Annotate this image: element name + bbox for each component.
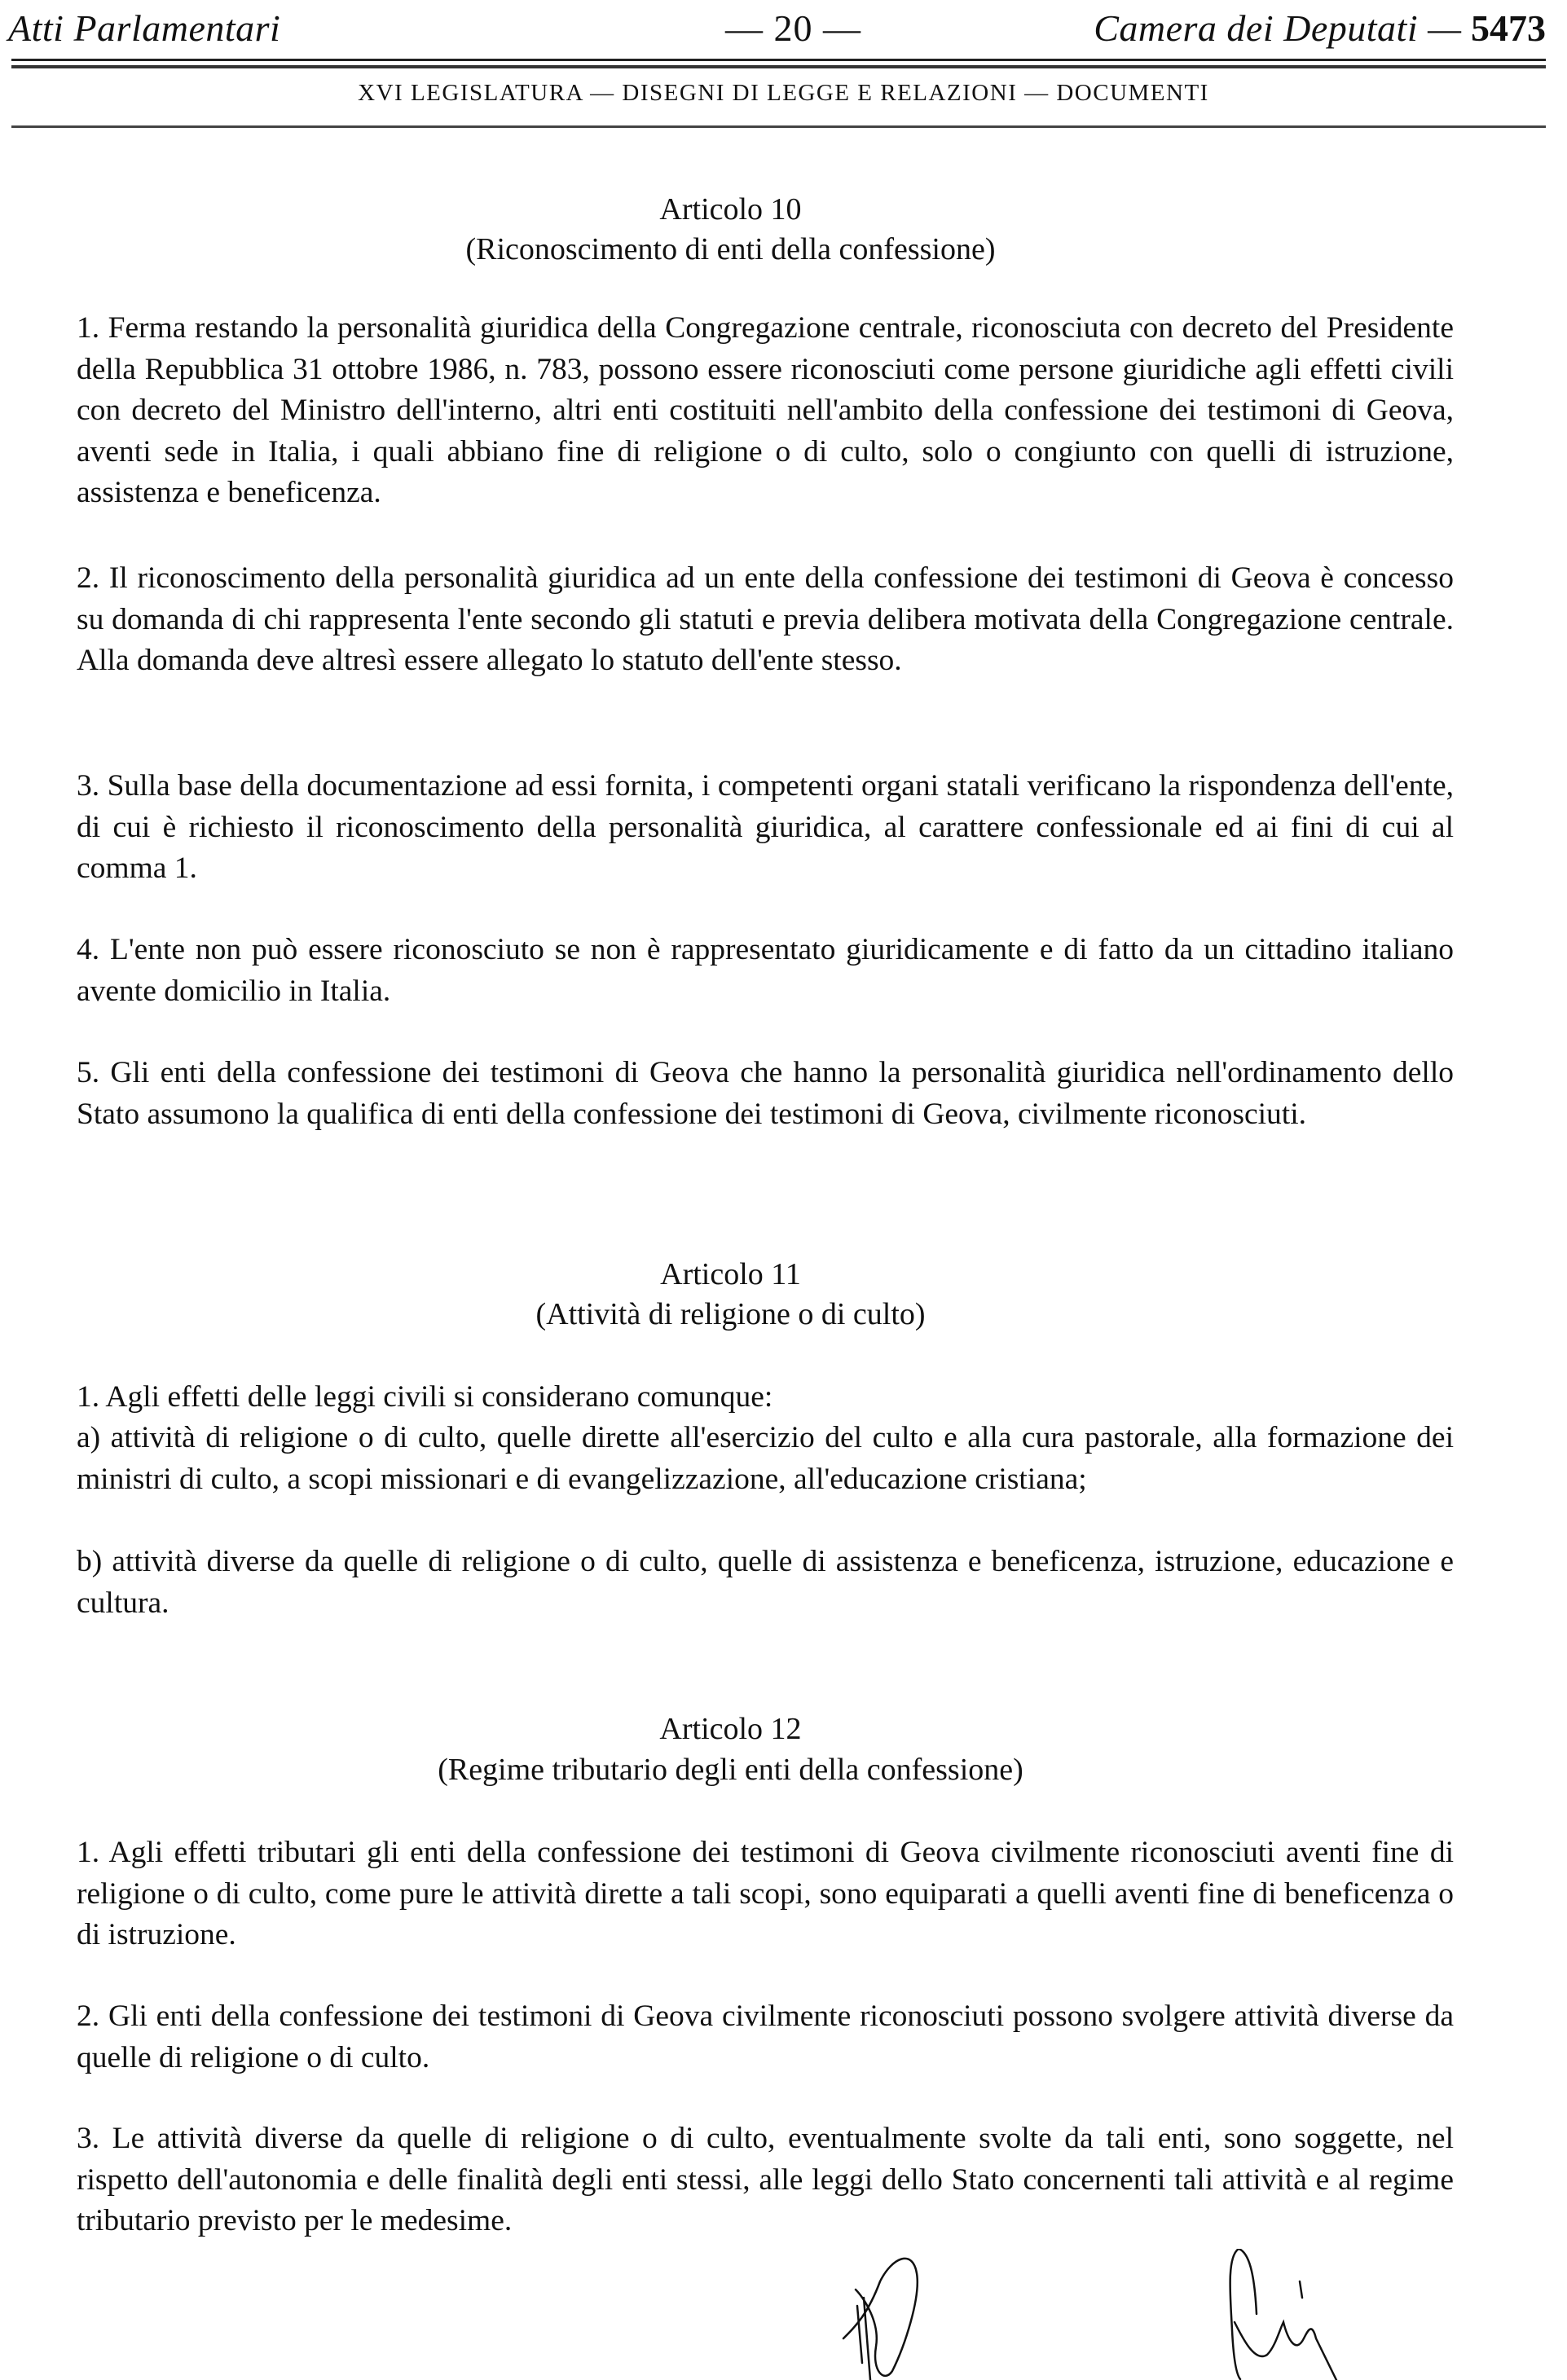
article-10-paragraph-5: 5. Gli enti della confessione dei testimoni di Geova che hanno la personalità giuridica nell'ordinamento dello Stato assumono la qualifica di enti della confessione dei testimoni di Geova, civilmente riconosciuti. (77, 1056, 1454, 1131)
header-rule-double (11, 65, 1546, 68)
chamber-name: Camera dei Deputati — (1094, 7, 1462, 49)
article-10-title: Articolo 10 (659, 192, 802, 227)
article-10-paragraph-1: 1. Ferma restando la personalità giuridica della Congregazione centrale, riconosciuta con decreto del Presidente della Repubblica 31 ottobre 1986, n. 783, possono essere riconosciuti come persone giuridiche agli effetti civili con decreto del Ministro dell'interno, altri enti costituiti nell'ambito della confessione dei testimoni di Geova, aventi sede in Italia, i quali abbiano fine di religione o di culto, solo o congiunto con quelli di istruzione, assistenza e beneficenza. (77, 311, 1454, 510)
article-12-paragraph-2: 2. Gli enti della confessione dei testimoni di Geova civilmente riconosciuti possono svolgere attività diverse da quelle di religione o di culto. (77, 1999, 1454, 2074)
article-12-title: Articolo 12 (659, 1712, 802, 1746)
article-11-item-a: a) attività di religione o di culto, quelle dirette all'esercizio del culto e alla cura pastorale, alla formazione dei ministri di culto, a scopi missionari e di evangelizzazione, all'educazione cristiana; (77, 1421, 1454, 1496)
article-12-subtitle: (Regime tributario degli enti della confessione) (438, 1753, 1023, 1787)
chamber-label (1094, 7, 1546, 50)
article-10-paragraph-2: 2. Il riconoscimento della personalità giuridica ad un ente della confessione dei testimoni di Geova è concesso su domanda di chi rappresenta l'ente secondo gli statuti e previa delibera motivata della Congregazione centrale. Alla domanda deve altresì essere allegato lo statuto dell'ente stesso. (77, 561, 1454, 678)
header-rule-bottom (11, 125, 1546, 128)
page-number: — 20 — (725, 7, 861, 49)
document-number: 5473 (1471, 7, 1546, 49)
article-11-title: Articolo 11 (660, 1257, 801, 1291)
article-12-paragraph-3: 3. Le attività diverse da quelle di religione o di culto, eventualmente svolte da tali enti, sono soggette, nel rispetto dell'autonomia e delle finalità degli enti stessi, alle leggi dello Stato concernenti tali attività e al regime tributario previsto per le medesime. (77, 2122, 1454, 2238)
article-11-subtitle: (Attività di religione o di culto) (535, 1297, 926, 1331)
signature-2 (1230, 2249, 1336, 2380)
article-11-item-b: b) attività diverse da quelle di religione o di culto, quelle di assistenza e beneficenza, istruzione, educazione e cultura. (77, 1545, 1454, 1620)
publication-title: Atti Parlamentari (8, 7, 281, 49)
article-11-paragraph-1: 1. Agli effetti delle leggi civili si considerano comunque: (77, 1380, 773, 1414)
article-12-paragraph-1: 1. Agli effetti tributari gli enti della confessione dei testimoni di Geova civilmente riconosciuti aventi fine di religione o di culto, come pure le attività dirette a tali scopi, sono equiparati a quelli aventi fine di beneficenza o di istruzione. (77, 1836, 1454, 1952)
legislature-subheader: XVI LEGISLATURA — DISEGNI DI LEGGE E RELAZIONI — DOCUMENTI (358, 80, 1209, 106)
signatures (0, 2249, 1567, 2380)
article-10-subtitle: (Riconoscimento di enti della confessione) (465, 232, 996, 266)
page-header (8, 7, 1546, 55)
article-10-paragraph-3: 3. Sulla base della documentazione ad essi fornita, i competenti organi statali verificano la rispondenza dell'ente, di cui è richiesto il riconoscimento della personalità giuridica, al carattere confessionale ed ai fini di cui al comma 1. (77, 769, 1454, 886)
header-rule-top (11, 59, 1546, 61)
article-10-paragraph-4: 4. L'ente non può essere riconosciuto se non è rappresentato giuridicamente e di fatto da un cittadino italiano avente domicilio in Italia. (77, 933, 1454, 1008)
signature-1 (843, 2259, 918, 2380)
